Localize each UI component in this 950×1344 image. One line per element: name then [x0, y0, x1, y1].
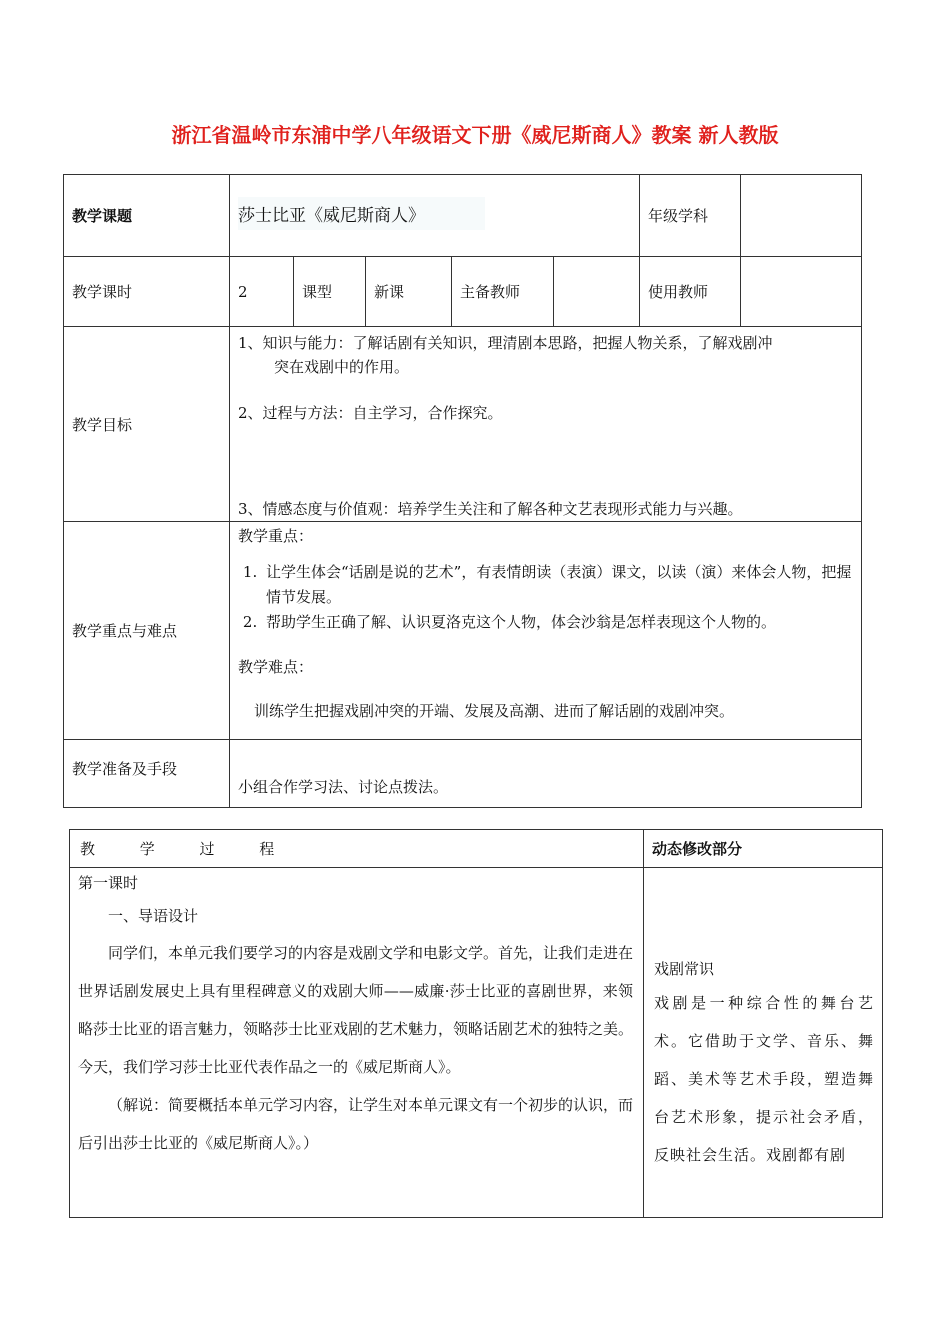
keys-label: 教学重点与难点: [64, 522, 230, 740]
lesson-label: 第一课时: [78, 874, 139, 892]
main-teacher-label: 主备教师: [452, 257, 554, 327]
goal-1-text: 1、知识与能力：了解话剧有关知识，理清剧本思路，把握人物关系，了解戏剧冲: [238, 334, 773, 352]
document-title: 浙江省温岭市东浦中学八年级语文下册《威尼斯商人》教案 新人教版: [171, 123, 779, 147]
goals-label: 教学目标: [64, 327, 230, 522]
user-teacher-label: 使用教师: [640, 257, 741, 327]
key-point-2: 2. 帮助学生正确了解、认识夏洛克这个人物，体会沙翁是怎样表现这个人物的。: [262, 610, 853, 635]
goal-2: 2、过程与方法：自主学习，合作探究。: [238, 404, 503, 422]
difficulty-text: 训练学生把握戏剧冲突的开端、发展及高潮、进而了解话剧的戏剧冲突。: [254, 702, 735, 720]
type-label: 课型: [294, 257, 366, 327]
goal-1: [238, 331, 853, 379]
section-heading: 一、导语设计: [108, 907, 199, 925]
teaching-process-table: [69, 829, 883, 1218]
user-teacher-value: [741, 257, 862, 327]
goal-1-continued: 突在戏剧中的作用。: [274, 358, 410, 376]
type-value: 新课: [366, 257, 452, 327]
key-points-list: [238, 560, 853, 635]
key-point-1: 1. 让学生体会“话剧是说的艺术”，有表情朗读（表演）课文，以读（演）来体会人物，把握情节发展。: [262, 560, 853, 610]
hours-value: 2: [230, 257, 294, 327]
prep-label: 教学准备及手段: [64, 740, 230, 808]
dynamic-header: 动态修改部分: [644, 830, 883, 868]
main-teacher-value: [554, 257, 640, 327]
key-points-heading: 教学重点：: [238, 527, 314, 545]
process-header: 教 学 过 程: [70, 830, 644, 868]
goal-3: 3、情感态度与价值观：培养学生关注和了解各种文艺表现形式能力与兴趣。: [238, 500, 743, 518]
prep-value: 小组合作学习法、讨论点拨法。: [230, 740, 862, 808]
grade-label: 年级学科: [640, 175, 741, 257]
hours-label: 教学课时: [64, 257, 230, 327]
grade-value: [741, 175, 862, 257]
commentary-paragraph: （解说：简要概括本单元学习内容，让学生对本单元课文有一个初步的认识，而后引出莎士比亚的《威尼斯商人》。）: [78, 1096, 634, 1152]
intro-paragraph: 同学们，本单元我们要学习的内容是戏剧文学和电影文学。首先，让我们走进在世界话剧发展史上具有里程碑意义的戏剧大师——威廉·莎士比亚的喜剧世界，来领略莎士比亚的语言魅力，领略莎士比亚戏剧的艺术魅力，领略话剧艺术的独特之美。今天，我们学习莎士比亚代表作品之一的《威尼斯商人》。: [78, 944, 634, 1076]
difficulty-heading: 教学难点：: [238, 658, 314, 676]
lesson-info-table: [63, 174, 862, 808]
side-text: 戏剧是一种综合性的舞台艺术。它借助于文学、音乐、舞蹈、美术等艺术手段，塑造舞台艺术形象，提示社会矛盾，反映社会生活。戏剧都有剧: [654, 994, 874, 1164]
topic-value: 莎士比亚《威尼斯商人》: [238, 197, 485, 230]
side-title: 戏剧常识: [654, 960, 715, 978]
topic-label: 教学课题: [64, 175, 230, 257]
